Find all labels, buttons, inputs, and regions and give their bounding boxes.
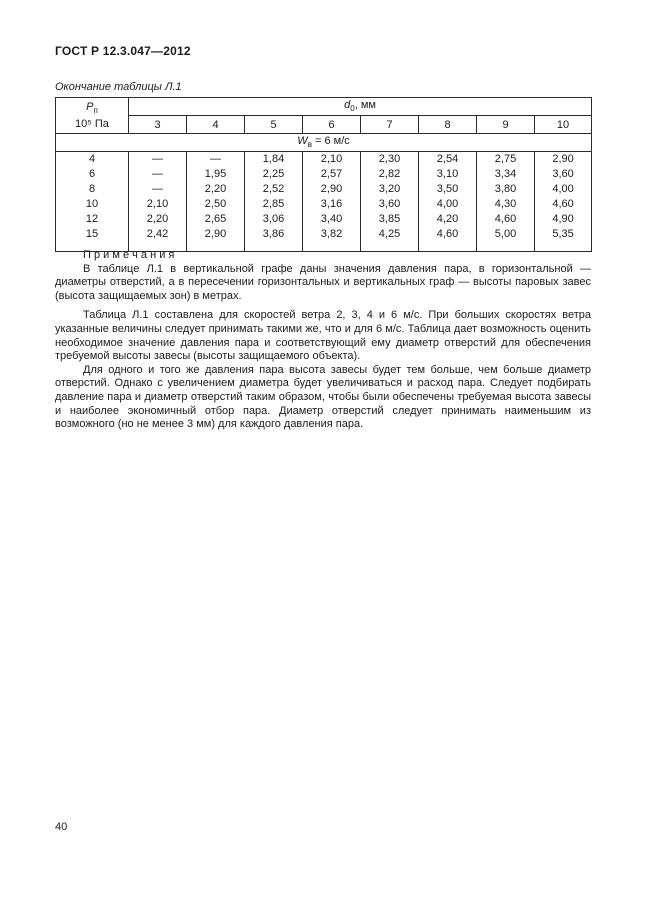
height-value: — — [129, 182, 187, 197]
pressure-value: 12 — [56, 212, 129, 227]
height-value: — — [129, 152, 187, 168]
height-value: 2,90 — [303, 182, 361, 197]
height-value: 2,90 — [535, 152, 592, 168]
pressure-value: 6 — [56, 167, 129, 182]
height-value: 4,90 — [535, 212, 592, 227]
wind-value: = 6 м/с — [311, 135, 350, 148]
notes-paragraph: Для одного и того же давления пара высота завесы будет тем больше, чем больше диаметр отверстий. Однако с увеличением диаметра будет увеличиваться и расход пара. Следует подбирать давление пара и диаметр отверстий таким образом, чтобы были обеспечены требуемая высота завесы и наиболее экономичный отбор пара. Диаметр отверстий следует принимать наименьшим из возможного (но не менее 3 мм) для каждого давления пара. — [55, 363, 591, 431]
height-value: 3,85 — [361, 212, 419, 227]
height-value: — — [187, 152, 245, 168]
pressure-value: 4 — [56, 152, 129, 168]
table-row — [56, 227, 592, 252]
pressure-value: 10 — [56, 197, 129, 212]
table-row — [56, 182, 592, 197]
page-number: 40 — [55, 821, 68, 833]
height-value: 2,42 — [129, 227, 187, 252]
height-value: 2,85 — [245, 197, 303, 212]
height-value: 1,95 — [187, 167, 245, 182]
height-value: 3,80 — [477, 182, 535, 197]
table-row — [56, 167, 592, 182]
diameter-unit: , мм — [354, 99, 376, 112]
height-value: 1,84 — [245, 152, 303, 168]
diameter-col-header: 10 — [535, 116, 592, 134]
height-value: 3,20 — [361, 182, 419, 197]
height-value: 3,86 — [245, 227, 303, 252]
document-header: ГОСТ Р 12.3.047—2012 — [55, 44, 191, 58]
height-value: 3,50 — [419, 182, 477, 197]
height-value: 4,25 — [361, 227, 419, 252]
height-value: — — [129, 167, 187, 182]
table-header-row-1 — [56, 98, 592, 116]
height-value: 2,50 — [187, 197, 245, 212]
height-value: 2,25 — [245, 167, 303, 182]
pressure-column-header — [56, 98, 129, 134]
height-value: 2,82 — [361, 167, 419, 182]
height-value: 3,10 — [419, 167, 477, 182]
height-value: 2,57 — [303, 167, 361, 182]
height-value: 4,00 — [535, 182, 592, 197]
height-value: 3,82 — [303, 227, 361, 252]
wind-symbol-sub: в — [307, 140, 312, 150]
notes-title: П р и м е ч а н и я — [83, 249, 175, 261]
height-value: 3,60 — [361, 197, 419, 212]
diameter-col-header: 7 — [361, 116, 419, 134]
height-value: 4,60 — [477, 212, 535, 227]
diameter-group-header — [129, 98, 592, 116]
data-table — [55, 97, 592, 252]
diameter-col-header: 8 — [419, 116, 477, 134]
diameter-col-header: 4 — [187, 116, 245, 134]
height-value: 4,30 — [477, 197, 535, 212]
diameter-symbol-sub: 0 — [350, 104, 355, 114]
height-value: 2,90 — [187, 227, 245, 252]
table-row — [56, 197, 592, 212]
pressure-symbol-sub: п — [93, 106, 98, 116]
diameter-col-header: 5 — [245, 116, 303, 134]
height-value: 3,06 — [245, 212, 303, 227]
height-value: 3,40 — [303, 212, 361, 227]
height-value: 4,00 — [419, 197, 477, 212]
table-row — [56, 152, 592, 168]
notes-paragraph: В таблице Л.1 в вертикальной графе даны значения давления пара, в горизонтальной — диаметры отверстий, а в пересечении горизонтальных и вертикальных граф — высоты паровых завес (высота защищаемых зон) в метрах. — [55, 262, 591, 302]
pressure-unit: 10⁵ Па — [75, 117, 109, 130]
table-caption: Окончание таблицы Л.1 — [55, 81, 182, 93]
notes-section — [55, 249, 591, 432]
height-value: 2,20 — [129, 212, 187, 227]
diameter-col-header: 9 — [477, 116, 535, 134]
height-value: 3,60 — [535, 167, 592, 182]
height-value: 5,35 — [535, 227, 592, 252]
table-header-row-2 — [56, 116, 592, 134]
diameter-col-header: 3 — [129, 116, 187, 134]
diameter-col-header: 6 — [303, 116, 361, 134]
diameter-symbol: d — [344, 99, 351, 112]
wind-speed-cell — [56, 134, 592, 152]
height-value: 2,54 — [419, 152, 477, 168]
height-value: 2,10 — [303, 152, 361, 168]
notes-paragraph: Таблица Л.1 составлена для скоростей ветра 2, 3, 4 и 6 м/с. При больших скоростях ветра указанные величины следует принимать такими же, что и для 6 м/с. Таблица дает возможность оценить необходимое значение давления пара и соответствующий ему диаметр отверстий для обеспечения требуемой высоты завесы (высоты защищаемого объекта). — [55, 309, 591, 363]
height-value: 4,20 — [419, 212, 477, 227]
pressure-value: 8 — [56, 182, 129, 197]
height-value: 2,75 — [477, 152, 535, 168]
height-value: 5,00 — [477, 227, 535, 252]
wind-symbol: W — [297, 135, 308, 148]
height-value: 2,20 — [187, 182, 245, 197]
height-value: 4,60 — [419, 227, 477, 252]
wind-speed-row — [56, 134, 592, 152]
height-value: 4,60 — [535, 197, 592, 212]
height-value: 2,30 — [361, 152, 419, 168]
height-value: 2,65 — [187, 212, 245, 227]
pressure-value: 15 — [56, 227, 129, 252]
height-value: 3,34 — [477, 167, 535, 182]
height-value: 3,16 — [303, 197, 361, 212]
height-value: 2,52 — [245, 182, 303, 197]
table-row — [56, 212, 592, 227]
pressure-symbol: Р — [86, 101, 94, 114]
height-value: 2,10 — [129, 197, 187, 212]
